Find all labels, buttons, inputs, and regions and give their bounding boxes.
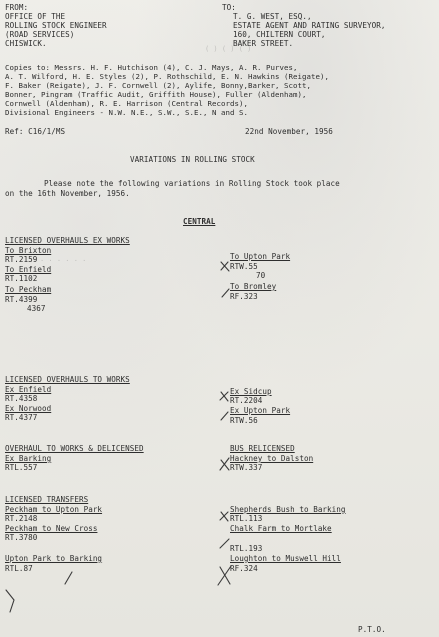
from-line: ROLLING STOCK ENGINEER xyxy=(5,21,107,30)
vehicle-number: RTL.87 xyxy=(5,564,33,573)
vehicle-number: RT.4358 xyxy=(5,394,38,403)
from-line: OFFICE OF THE xyxy=(5,12,66,21)
tick-mark xyxy=(222,289,229,297)
vehicle-number: RF.323 xyxy=(230,292,258,301)
vehicle-number: RT.1102 xyxy=(5,274,38,283)
destination: Ex Upton Park xyxy=(230,406,291,415)
destination: Ex Sidcup xyxy=(230,387,272,396)
copies-line: Cornwell (Aldenham), R. E. Harrison (Central Records), xyxy=(5,99,248,108)
vehicle-number: RTL.557 xyxy=(5,463,38,472)
vehicle-number: 70 xyxy=(256,271,266,280)
copies-line: F. Baker (Reigate), J. F. Cornwell (2), Aylife, Bonny,Barker, Scott, xyxy=(5,81,311,90)
vehicle-number: RT.2204 xyxy=(230,396,263,405)
vehicle-number: RT.4377 xyxy=(5,413,38,422)
destination: Upton Park to Barking xyxy=(5,554,103,563)
destination: Peckham to Upton Park xyxy=(5,505,103,514)
tick-mark xyxy=(6,590,14,612)
tick-mark xyxy=(65,572,72,584)
destination: Loughton to Muswell Hill xyxy=(230,554,341,563)
from-line: (ROAD SERVICES) xyxy=(5,30,75,39)
intro-line: on the 16th November, 1956. xyxy=(5,189,130,198)
date: 22nd November, 1956 xyxy=(245,127,333,136)
footer-pto: P.T.O. xyxy=(358,625,386,634)
destination: Chalk Farm to Mortlake xyxy=(230,524,332,533)
show-through-text: ( ) ( ) ( ) xyxy=(205,45,252,53)
tick-mark xyxy=(220,392,228,401)
block-heading: OVERHAUL TO WORKS & DELICENSED xyxy=(5,444,144,453)
vehicle-number: RF.324 xyxy=(230,564,258,573)
vehicle-number: RTW.55 xyxy=(230,262,258,271)
destination: To Peckham xyxy=(5,285,52,294)
reference: Ref: C16/1/MS xyxy=(5,127,66,136)
block-heading: LICENSED OVERHAULS EX WORKS xyxy=(5,236,130,245)
vehicle-number: RTW.56 xyxy=(230,416,258,425)
tick-mark xyxy=(218,566,231,585)
tick-mark xyxy=(221,262,229,271)
vehicle-number: RT.4399 xyxy=(5,295,38,304)
from-line: CHISWICK. xyxy=(5,39,47,48)
copies-line: Copies to: Messrs. H. F. Hutchison (4), C. J. Mays, A. R. Purves, xyxy=(5,63,298,72)
vehicle-number: RTL.193 xyxy=(230,544,263,553)
destination: To Bromley xyxy=(230,282,277,291)
block-heading: LICENSED OVERHAULS TO WORKS xyxy=(5,375,130,384)
tick-mark xyxy=(220,512,228,521)
destination: To Brixton xyxy=(5,246,52,255)
document-title: VARIATIONS IN ROLLING STOCK xyxy=(130,155,255,164)
destination: Ex Enfield xyxy=(5,385,52,394)
vehicle-number: RT.2159 xyxy=(5,255,38,264)
to-label: TO: xyxy=(222,3,236,12)
destination: To Enfield xyxy=(5,265,52,274)
vehicle-number: 4367 xyxy=(27,304,46,313)
destination: Shepherds Bush to Barking xyxy=(230,505,346,514)
show-through-text: · · · · · · xyxy=(40,257,87,265)
vehicle-number: RT.3780 xyxy=(5,533,38,542)
destination: To Upton Park xyxy=(230,252,291,261)
tick-mark xyxy=(221,412,228,420)
destination: Ex Norwood xyxy=(5,404,52,413)
copies-line: Divisional Engineers - N.W. N.E., S.W., S.E., N and S. xyxy=(5,108,248,117)
intro-line: Please note the following variations in Rolling Stock took place xyxy=(44,179,340,188)
block-heading: LICENSED TRANSFERS xyxy=(5,495,89,504)
copies-line: Bonner, Pingram (Traffic Audit, Griffith House), Fuller (Aldenham), xyxy=(5,90,307,99)
destination: Ex Barking xyxy=(5,454,52,463)
to-line: BAKER STREET. xyxy=(233,39,294,48)
copies-line: A. T. Wilford, H. E. Styles (2), P. Rothschild, E. N. Hawkins (Reigate), xyxy=(5,72,329,81)
to-line: ESTATE AGENT AND RATING SURVEYOR, xyxy=(233,21,386,30)
tick-mark xyxy=(220,458,229,470)
tick-mark xyxy=(220,539,229,548)
from-label: FROM: xyxy=(5,3,29,12)
to-line: T. G. WEST, ESQ., xyxy=(233,12,312,21)
block-heading: BUS RELICENSED xyxy=(230,444,295,453)
vehicle-number: RTL.113 xyxy=(230,514,263,523)
section-title: CENTRAL xyxy=(183,217,216,226)
destination: Hackney to Dalston xyxy=(230,454,314,463)
vehicle-number: RTW.337 xyxy=(230,463,263,472)
vehicle-number: RT.2148 xyxy=(5,514,38,523)
destination: Peckham to New Cross xyxy=(5,524,98,533)
to-line: 160, CHILTERN COURT, xyxy=(233,30,326,39)
